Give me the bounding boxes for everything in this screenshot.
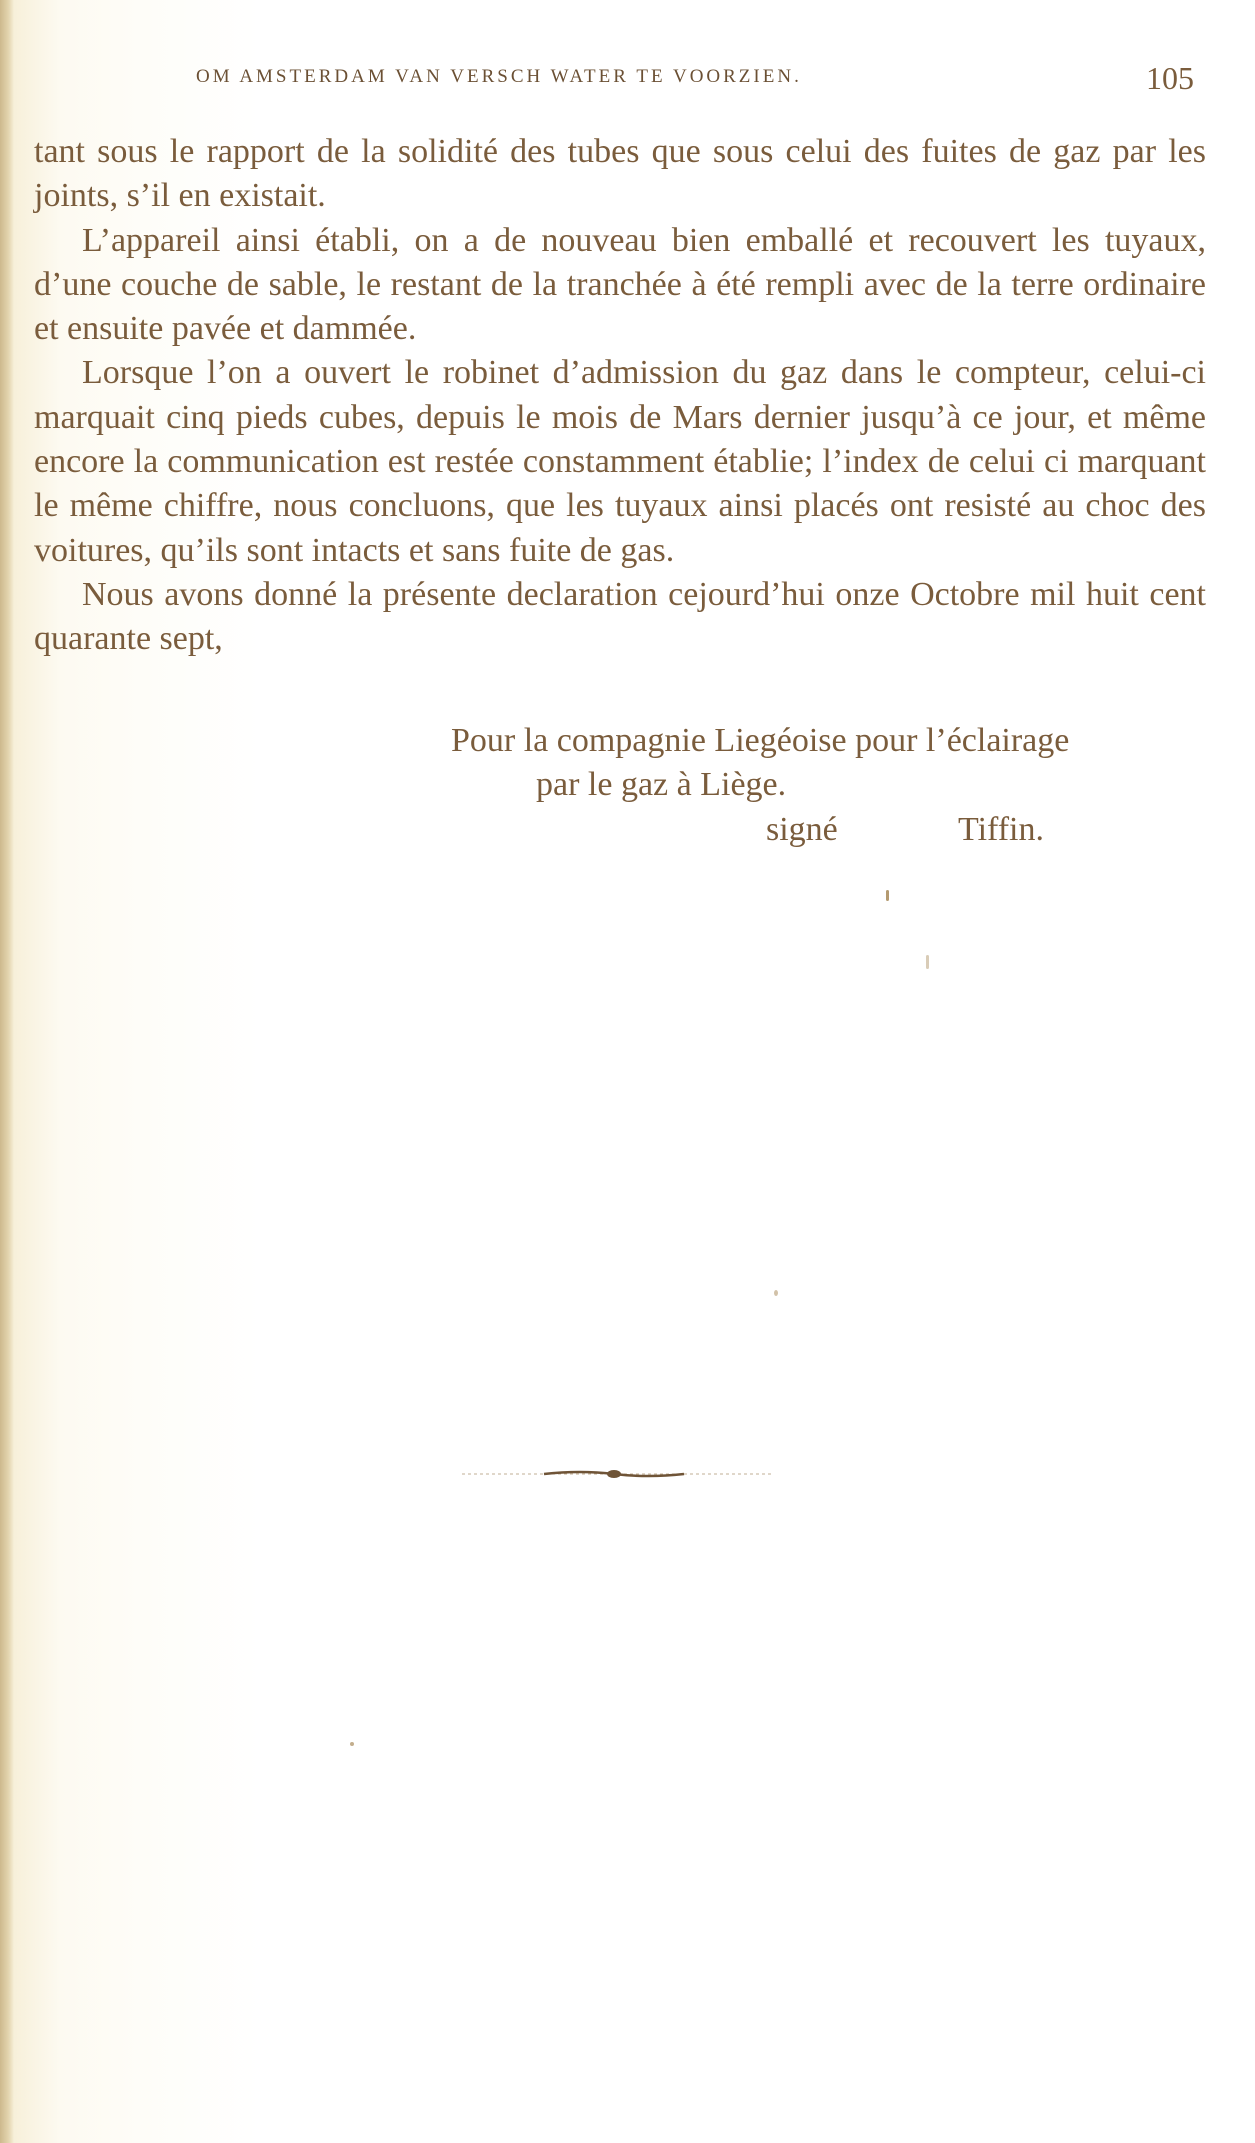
signature-line-2: par le gaz à Liège. xyxy=(536,766,787,803)
paragraph-4: Nous avons donné la présente declaration cejourd’hui onze Octobre mil huit cent quarante sept, xyxy=(34,575,1206,658)
paragraph-1: tant sous le rapport de la solidité des tubes que sous celui des fuites de gaz par les joints, s’il en existait. xyxy=(34,133,1206,215)
page-number: 105 xyxy=(1146,60,1194,96)
paragraph-2: L’appareil ainsi établi, on a de nouveau bien emballé et recouvert les tuyaux, d’une couche de sable, le restant de la tranchée à été rempli avec de la terre ordinaire et ensuite pavée et dammée. xyxy=(34,221,1206,348)
running-title: OM AMSTERDAM VAN VERSCH WATER TE VOORZIEN. xyxy=(196,66,802,87)
body-text xyxy=(34,130,1206,662)
ink-speck xyxy=(886,890,889,901)
paragraph-3: Lorsque l’on a ouvert le robinet d’admission du gaz dans le compteur, celui-ci marquait cinq pieds cubes, depuis le mois de Mars dernier jusqu’à ce jour, et même encore la communication est restée constamment établie; l’index de celui ci marquant le même chiffre, nous concluons, que les tuyaux ainsi placés ont resisté au choc des voitures, qu’ils sont intacts et sans fuite de gas. xyxy=(34,354,1206,569)
ink-speck xyxy=(926,955,929,969)
signed-label: signé xyxy=(766,811,838,848)
binding-edge xyxy=(0,0,14,2143)
ink-speck xyxy=(774,1290,778,1296)
signature-line-1: Pour la compagnie Liegéoise pour l’éclairage xyxy=(451,722,1070,759)
ink-speck xyxy=(350,1742,354,1746)
signer-name: Tiffin. xyxy=(958,811,1044,848)
decorative-tailpiece xyxy=(462,1468,774,1480)
